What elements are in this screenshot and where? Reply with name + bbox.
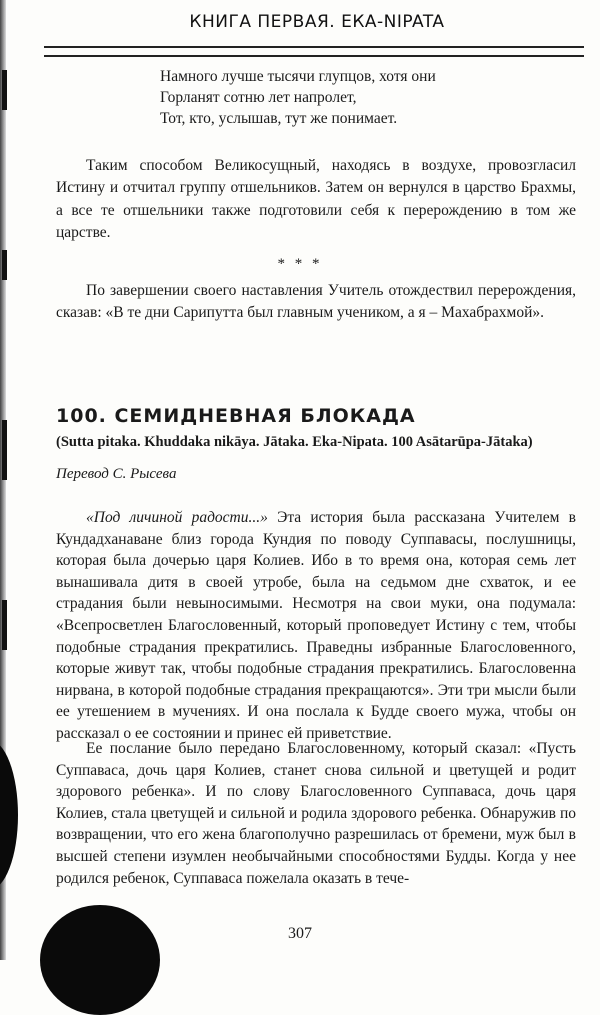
section-title: 100. СЕМИДНЕВНАЯ БЛОКАДА: [56, 405, 416, 427]
scan-margin-mark: [2, 420, 7, 480]
paragraph: Ее послание было передано Благословенному, который сказал: «Пусть Суппаваса, дочь царя Колиев, станет снова сильной и цветущей и родит здорового ребенка». И по слову Благословенного Суппаваса, дочь царя Колиев, стала цветущей и сильной и родила здорового ребенка. Обнаружив по возвращении, что его жена благополучно разрешилась от бремени, муж был в высшей степени изумлен необычайными способностями Будды. Когда у нее родился ребенок, Суппаваса пожелала оказать в тече-: [56, 740, 576, 887]
page-number: 307: [288, 925, 312, 942]
poem-line: Тот, кто, услышав, тут же понимает.: [160, 110, 398, 127]
header-rule: [44, 46, 584, 48]
header-rule: [44, 55, 584, 57]
paragraph-body: Эта история была рассказана Учителем в Кундадханаване близ города Кундия по поводу Суппавасы, послушницы, которая была дочерью царя Колиев. Ибо в то время она, которая семь лет вынашивала дитя в своей утробе, была на седьмом дне схваток, и ее страдания были невыносимыми. Несмотря на свои муки, она подумала: «Всепросветлен Благословенный, который проповедует Истину с тем, чтобы подобные страдания прекратились. Праведны избранные Благословенного, которые живут так, чтобы подобные страдания прекратились. Благословенна нирвана, в которой подобные страдания прекращаются». Эти три мысли были ее утешением в мучениях. И она послала к Будде своего мужа, чтобы он рассказал о ее состоянии и принес ей приветствие.: [56, 509, 577, 742]
scan-thumb-shadow: [0, 740, 18, 890]
scan-margin-mark: [2, 70, 7, 110]
scan-thumb-shadow: [40, 905, 160, 1015]
translator-credit: Перевод С. Рысева: [56, 466, 177, 482]
poem-stanza: [160, 66, 436, 129]
paragraph: По завершении своего наставления Учитель отождествил перерождения, сказав: «В те дни Сарипутта был главным учеником, а я – Махабрахмой».: [56, 282, 576, 322]
section-separator: * * *: [277, 256, 323, 272]
running-header: КНИГА ПЕРВАЯ. ЕКА-NIPATA: [189, 12, 445, 32]
poem-line: Горланят сотню лет напролет,: [160, 89, 357, 106]
section-subtitle: (Sutta pitaka. Khuddaka nikāya. Jātaka. Eka-Nipata. 100 Asātarūpa-Jātaka): [56, 434, 533, 450]
paragraph: Таким способом Великосущный, находясь в воздухе, провозгласил Истину и отчитал группу отшельников. Затем он вернулся в царство Брахмы, а все те отшельники также подготовили себя к перерождению в том же царстве.: [56, 157, 576, 242]
poem-line: Намного лучше тысячи глупцов, хотя они: [160, 68, 436, 85]
scan-margin-mark: [2, 600, 7, 650]
paragraph: [56, 507, 576, 745]
quote-lead: «Под личиной радости...»: [86, 509, 268, 526]
